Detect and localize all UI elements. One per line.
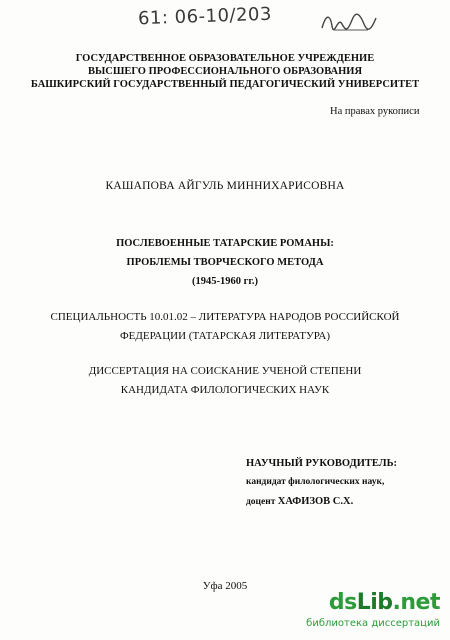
rights-note: На правах рукописи [330,106,420,117]
degree-line-1: ДИССЕРТАЦИЯ НА СОИСКАНИЕ УЧЕНОЙ СТЕПЕНИ [88,365,362,377]
city-year: Уфа 2005 [202,580,248,592]
handwritten-archive-number: 61: 06-10/203 [137,3,273,30]
specialty-block [0,308,450,346]
institution-line-3: БАШКИРСКИЙ ГОСУДАРСТВЕННЫЙ ПЕДАГОГИЧЕСКИЙ УНИВЕРСИТЕТ [30,79,420,90]
supervisor-degree: кандидат филологических наук, [246,477,385,487]
title-line-2: ПРОБЛЕМЫ ТВОРЧЕСКОГО МЕТОДА [126,257,324,268]
institution-line-2: ВЫСШЕГО ПРОФЕССИОНАЛЬНОГО ОБРАЗОВАНИЯ [87,66,363,77]
logo-lib: Lib [356,590,393,615]
title-line-1: ПОСЛЕВОЕННЫЕ ТАТАРСКИЕ РОМАНЫ: [116,238,334,249]
logo-ds: ds [328,590,357,615]
dslib-logo [329,590,440,615]
degree-line-2: КАНДИДАТА ФИЛОЛОГИЧЕСКИХ НАУК [120,384,330,396]
logo-tld: .net [392,590,440,615]
supervisor-title-name [246,492,397,512]
dissertation-title [0,234,450,291]
degree-block [0,362,450,400]
author-name: КАШАПОВА АЙГУЛЬ МИННИХАРИСОВНА [105,180,345,192]
title-line-3: (1945-1960 гг.) [191,276,259,287]
supervisor-heading: НАУЧНЫЙ РУКОВОДИТЕЛЬ: [246,458,398,469]
signature-scribble [320,10,378,34]
supervisor-block [246,454,397,512]
dslib-watermark[interactable] [286,590,446,636]
institution-header [0,52,450,91]
specialty-line-1: СПЕЦИАЛЬНОСТЬ 10.01.02 – ЛИТЕРАТУРА НАРОДОВ РОССИЙСКОЙ [50,311,400,323]
supervisor-name: ХАФИЗОВ С.Х. [277,496,354,507]
supervisor-rank: доцент [246,497,278,507]
specialty-line-2: ФЕДЕРАЦИИ (ТАТАРСКАЯ ЛИТЕРАТУРА) [119,330,331,342]
dslib-caption: библиотека диссертаций [306,618,440,629]
institution-line-1: ГОСУДАРСТВЕННОЕ ОБРАЗОВАТЕЛЬНОЕ УЧРЕЖДЕНИЕ [75,53,375,64]
